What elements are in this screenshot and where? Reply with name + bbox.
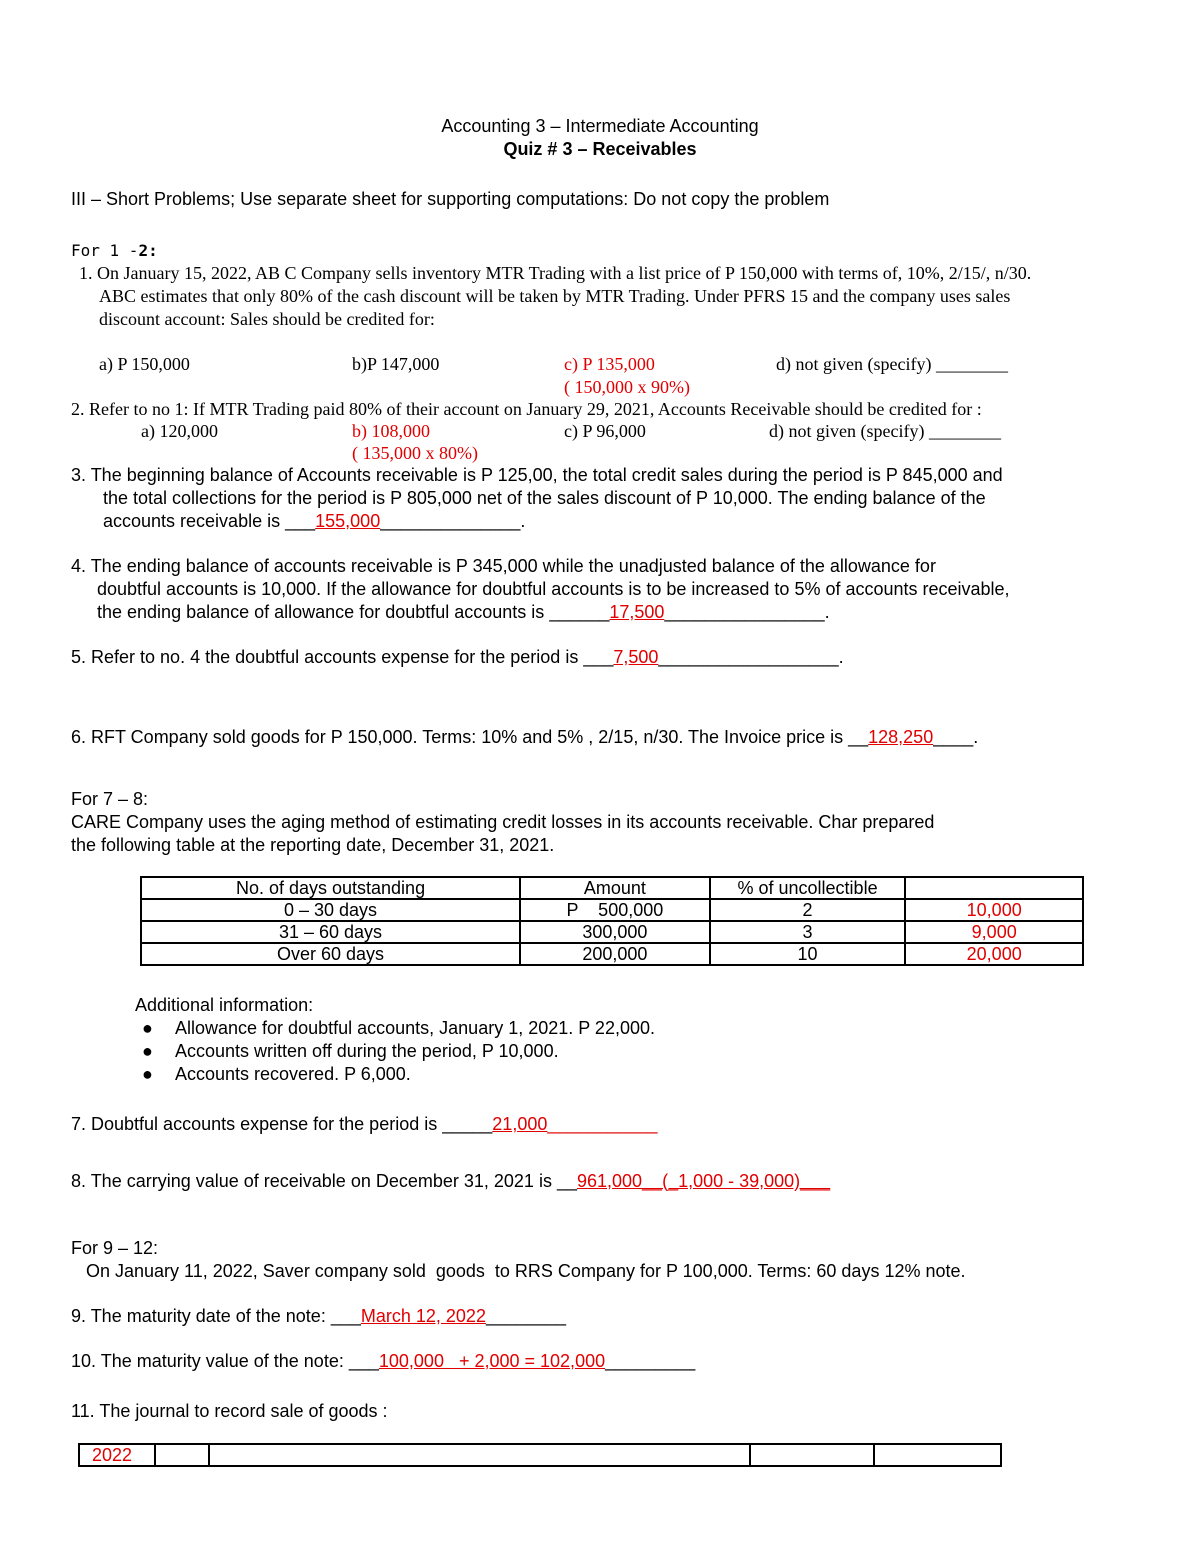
group-7-8-label: For 7 – 8:	[71, 789, 149, 809]
q7-line	[71, 1113, 657, 1135]
aging-header-amount: Amount	[520, 877, 710, 899]
q2-option-a: a) 120,000	[141, 421, 218, 441]
list-item	[130, 1017, 655, 1040]
q3-line2: the total collections for the period is P 805,000 net of the sales discount of P 10,000. The ending balance of the	[103, 488, 986, 508]
q11-line: 11. The journal to record sale of goods :	[71, 1401, 388, 1421]
aging-result: 20,000	[905, 943, 1083, 965]
q6-prefix: 6. RFT Company sold goods for P 150,000. Terms: 10% and 5% , 2/15, n/30. The Invoice price is	[71, 727, 849, 747]
additional-title: Additional information:	[135, 995, 314, 1015]
q1-line3: discount account: Sales should be credited for:	[99, 309, 435, 329]
q3-blank-pre: ___	[285, 511, 316, 531]
q9-prefix: 9. The maturity date of the note:	[71, 1306, 331, 1326]
q10-blank-pre: ___	[348, 1351, 379, 1371]
q2-line: 2. Refer to no 1: If MTR Trading paid 80% of their account on January 29, 2021, Accounts Receivable should be credited for :	[71, 399, 982, 419]
q5-end: .	[838, 647, 844, 667]
additional-item-text: Accounts written off during the period, P 10,000.	[175, 1041, 559, 1061]
q10-answer: 100,000 + 2,000 = 102,000	[378, 1351, 606, 1371]
journal-cell-debit	[750, 1444, 875, 1466]
q10-blank-post: _________	[605, 1351, 696, 1371]
list-item	[130, 1040, 655, 1063]
q8-prefix: 8. The carrying value of receivable on December 31, 2021 is	[71, 1171, 557, 1191]
additional-item-text: Accounts recovered. P 6,000.	[175, 1064, 411, 1084]
q9-blank-post: ________	[485, 1306, 567, 1326]
group-9-12-line1: On January 11, 2022, Saver company sold goods to RRS Company for P 100,000. Terms: 60 days 12% note.	[71, 1261, 966, 1281]
aging-header-result	[905, 877, 1083, 899]
q1-option-a: a) P 150,000	[99, 354, 190, 374]
q1-option-c: c) P 135,000	[564, 354, 655, 374]
aging-amount: 200,000	[520, 943, 710, 965]
q10-line	[71, 1350, 695, 1372]
q1-line2: ABC estimates that only 80% of the cash discount will be taken by MTR Trading. Under PFRS 15 and the company uses sales	[99, 286, 1011, 306]
table-row	[79, 1444, 1001, 1466]
q5-prefix: 5. Refer to no. 4 the doubtful accounts expense for the period is	[71, 647, 584, 667]
q7-answer: 21,000	[492, 1114, 548, 1134]
q9-blank-pre: ___	[330, 1306, 361, 1326]
q9-answer: March 12, 2022	[360, 1306, 486, 1326]
q8-line	[71, 1170, 830, 1192]
aging-days: 0 – 30 days	[141, 899, 520, 921]
q6-answer: 128,250	[868, 727, 934, 747]
aging-pct: 2	[710, 899, 906, 921]
table-row	[141, 943, 1083, 965]
q3-line1: 3. The beginning balance of Accounts receivable is P 125,00, the total credit sales during the period is P 845,000 and	[71, 465, 1003, 485]
q1-option-d: d) not given (specify) ________	[776, 354, 1008, 374]
bullet-icon: ●	[142, 1064, 153, 1084]
q9-line	[71, 1305, 566, 1327]
q4-line1: 4. The ending balance of accounts receivable is P 345,000 while the unadjusted balance of the allowance for	[71, 556, 936, 576]
q5-answer: 7,500	[613, 647, 659, 667]
additional-item-text: Allowance for doubtful accounts, January 1, 2021. P 22,000.	[175, 1018, 655, 1038]
q1-option-b: b)P 147,000	[352, 354, 440, 374]
group-1-2-label-bold: 2:	[138, 241, 158, 260]
journal-year: 2022	[79, 1444, 155, 1466]
q4-line2: doubtful accounts is 10,000. If the allowance for doubtful accounts is to be increased to 5% of accounts receivable,	[97, 579, 1010, 599]
q7-prefix: 7. Doubtful accounts expense for the period is	[71, 1114, 443, 1134]
aging-header-row	[141, 877, 1083, 899]
group-7-8-line1: CARE Company uses the aging method of estimating credit losses in its accounts receivable. Char prepared	[71, 812, 935, 832]
q5-blank-pre: ___	[583, 647, 614, 667]
q8-answer: 961,000__(_1,000 - 39,000)___	[576, 1171, 831, 1191]
q2-option-b: b) 108,000	[352, 421, 430, 441]
q3-line3-prefix: accounts receivable is	[103, 511, 286, 531]
q4-end: .	[824, 602, 830, 622]
aging-pct: 10	[710, 943, 906, 965]
q4-line3	[97, 601, 830, 623]
q6-blank-post: ____	[933, 727, 974, 747]
aging-amount: P 500,000	[520, 899, 710, 921]
q4-blank-pre: ______	[549, 602, 610, 622]
q2-option-c: c) P 96,000	[564, 421, 646, 441]
aging-days: 31 – 60 days	[141, 921, 520, 943]
group-1-2-label	[71, 240, 158, 262]
q1-option-c-work: ( 150,000 x 90%)	[564, 377, 690, 397]
q3-end: .	[520, 511, 526, 531]
q3-blank-post: ______________	[380, 511, 521, 531]
table-row	[141, 921, 1083, 943]
aging-table	[140, 876, 1084, 966]
q7-blank-pre: _____	[442, 1114, 493, 1134]
q4-line3-prefix: the ending balance of allowance for doubtful accounts is	[97, 602, 550, 622]
table-row	[141, 899, 1083, 921]
q4-blank-post: ________________	[664, 602, 825, 622]
aging-header-days: No. of days outstanding	[141, 877, 520, 899]
q5-line	[71, 646, 844, 668]
q2-option-d: d) not given (specify) ________	[769, 421, 1001, 441]
q1-line1: 1. On January 15, 2022, AB C Company sells inventory MTR Trading with a list price of P 150,000 with terms of, 10%, 2/15/, n/30.	[79, 263, 1032, 283]
q7-blank-post: ___________	[547, 1114, 658, 1134]
aging-pct: 3	[710, 921, 906, 943]
q10-prefix: 10. The maturity value of the note:	[71, 1351, 349, 1371]
q4-answer: 17,500	[609, 602, 665, 622]
q3-answer: 155,000	[315, 511, 381, 531]
additional-list	[130, 1017, 655, 1086]
aging-amount: 300,000	[520, 921, 710, 943]
q6-end: .	[973, 727, 979, 747]
aging-result: 10,000	[905, 899, 1083, 921]
journal-cell-account	[209, 1444, 750, 1466]
q6-blank-pre: __	[848, 727, 869, 747]
q8-blank-pre: __	[556, 1171, 577, 1191]
group-7-8-line2: the following table at the reporting date, December 31, 2021.	[71, 835, 555, 855]
list-item	[130, 1063, 655, 1086]
bullet-icon: ●	[142, 1018, 153, 1038]
course-title: Accounting 3 – Intermediate Accounting	[441, 116, 759, 136]
q2-option-b-work: ( 135,000 x 80%)	[352, 443, 478, 463]
q6-line	[71, 726, 978, 748]
journal-cell-date	[155, 1444, 209, 1466]
aging-result: 9,000	[905, 921, 1083, 943]
group-1-2-label-prefix: For 1 -	[71, 241, 139, 260]
journal-table	[78, 1443, 1002, 1467]
q5-blank-post: __________________	[658, 647, 839, 667]
group-9-12-label: For 9 – 12:	[71, 1238, 159, 1258]
quiz-title: Quiz # 3 – Receivables	[503, 139, 697, 159]
q3-line3	[103, 510, 525, 532]
aging-header-pct: % of uncollectible	[710, 877, 906, 899]
aging-days: Over 60 days	[141, 943, 520, 965]
journal-cell-credit	[874, 1444, 1001, 1466]
bullet-icon: ●	[142, 1041, 153, 1061]
instructions: III – Short Problems; Use separate sheet for supporting computations: Do not copy the problem	[71, 189, 830, 209]
